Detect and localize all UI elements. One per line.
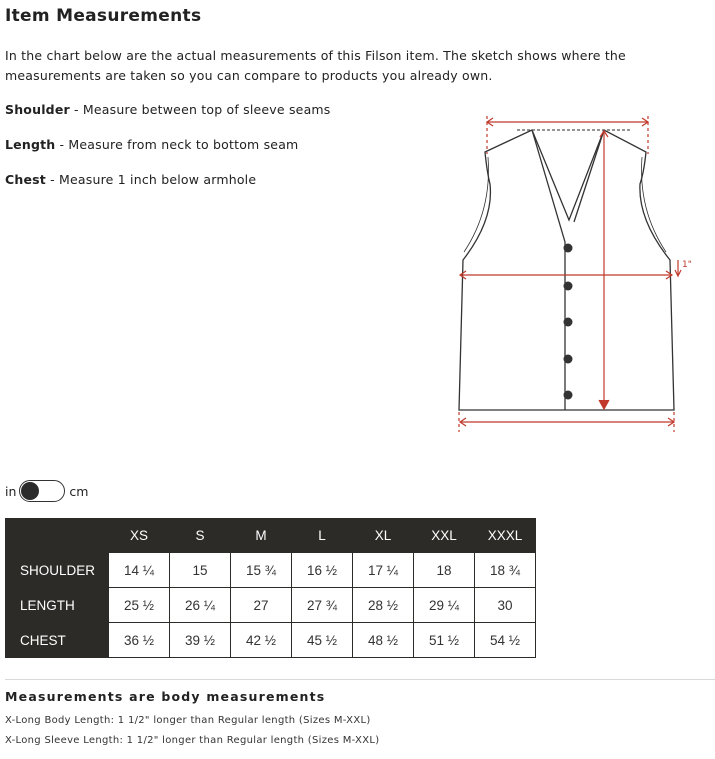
note-line: X-Long Body Length: 1 1/2" longer than Regular length (Sizes M-XXL) bbox=[5, 715, 371, 726]
table-cell: 14 ¼ bbox=[109, 553, 170, 588]
unit-switch[interactable] bbox=[19, 480, 65, 502]
unit-label-cm[interactable]: cm bbox=[69, 483, 89, 499]
definition-length bbox=[5, 137, 298, 152]
size-header: XXL bbox=[414, 519, 475, 553]
size-header: M bbox=[231, 519, 292, 553]
definition-chest bbox=[5, 172, 256, 187]
table-cell: 16 ½ bbox=[292, 553, 353, 588]
measure-lines bbox=[459, 116, 681, 432]
definition-shoulder bbox=[5, 102, 331, 117]
table-cell: 26 ¼ bbox=[170, 588, 231, 623]
table-corner bbox=[6, 519, 109, 553]
table-cell: 25 ½ bbox=[109, 588, 170, 623]
row-label: CHEST bbox=[6, 623, 109, 658]
page-title: Item Measurements bbox=[5, 6, 202, 26]
table-cell: 15 ¾ bbox=[231, 553, 292, 588]
size-header: XS bbox=[109, 519, 170, 553]
table-cell: 18 bbox=[414, 553, 475, 588]
definition-text: - Measure between top of sleeve seams bbox=[69, 102, 331, 117]
table-row bbox=[6, 553, 536, 588]
size-header: XL bbox=[353, 519, 414, 553]
table-cell: 27 ¾ bbox=[292, 588, 353, 623]
size-header: XXXL bbox=[475, 519, 536, 553]
vest-outline bbox=[459, 130, 674, 410]
table-row bbox=[6, 623, 536, 658]
table-cell: 54 ½ bbox=[475, 623, 536, 658]
table-cell: 48 ½ bbox=[353, 623, 414, 658]
table-cell: 18 ¾ bbox=[475, 553, 536, 588]
row-label: SHOULDER bbox=[6, 553, 109, 588]
table-cell: 42 ½ bbox=[231, 623, 292, 658]
definition-text: - Measure from neck to bottom seam bbox=[55, 137, 299, 152]
table-cell: 28 ½ bbox=[353, 588, 414, 623]
size-table bbox=[5, 518, 536, 658]
definition-term: Length bbox=[5, 137, 56, 152]
table-cell: 30 bbox=[475, 588, 536, 623]
chest-offset-label: 1" bbox=[682, 260, 692, 270]
note-line: X-Long Sleeve Length: 1 1/2" longer than Regular length (Sizes M-XXL) bbox=[5, 735, 380, 746]
table-cell: 39 ½ bbox=[170, 623, 231, 658]
table-cell: 45 ½ bbox=[292, 623, 353, 658]
definition-term: Shoulder bbox=[5, 102, 70, 117]
unit-toggle bbox=[5, 479, 88, 503]
size-header: L bbox=[292, 519, 353, 553]
table-cell: 36 ½ bbox=[109, 623, 170, 658]
size-header: S bbox=[170, 519, 231, 553]
intro-text: In the chart below are the actual measurements of this Filson item. The sketch shows where the measurements are taken so you can compare to products you already own. bbox=[5, 48, 626, 83]
table-cell: 51 ½ bbox=[414, 623, 475, 658]
table-cell: 15 bbox=[170, 553, 231, 588]
definition-term: Chest bbox=[5, 172, 46, 187]
table-cell: 17 ¼ bbox=[353, 553, 414, 588]
table-cell: 29 ¼ bbox=[414, 588, 475, 623]
unit-label-in[interactable]: in bbox=[5, 483, 17, 499]
size-header-row bbox=[6, 519, 536, 553]
row-label: LENGTH bbox=[6, 588, 109, 623]
note-title: Measurements are body measurements bbox=[5, 689, 326, 704]
switch-knob bbox=[21, 482, 39, 500]
table-cell: 27 bbox=[231, 588, 292, 623]
vest-sketch bbox=[452, 110, 692, 436]
definition-text: - Measure 1 inch below armhole bbox=[45, 172, 257, 187]
table-row bbox=[6, 588, 536, 623]
section-divider bbox=[5, 679, 715, 680]
